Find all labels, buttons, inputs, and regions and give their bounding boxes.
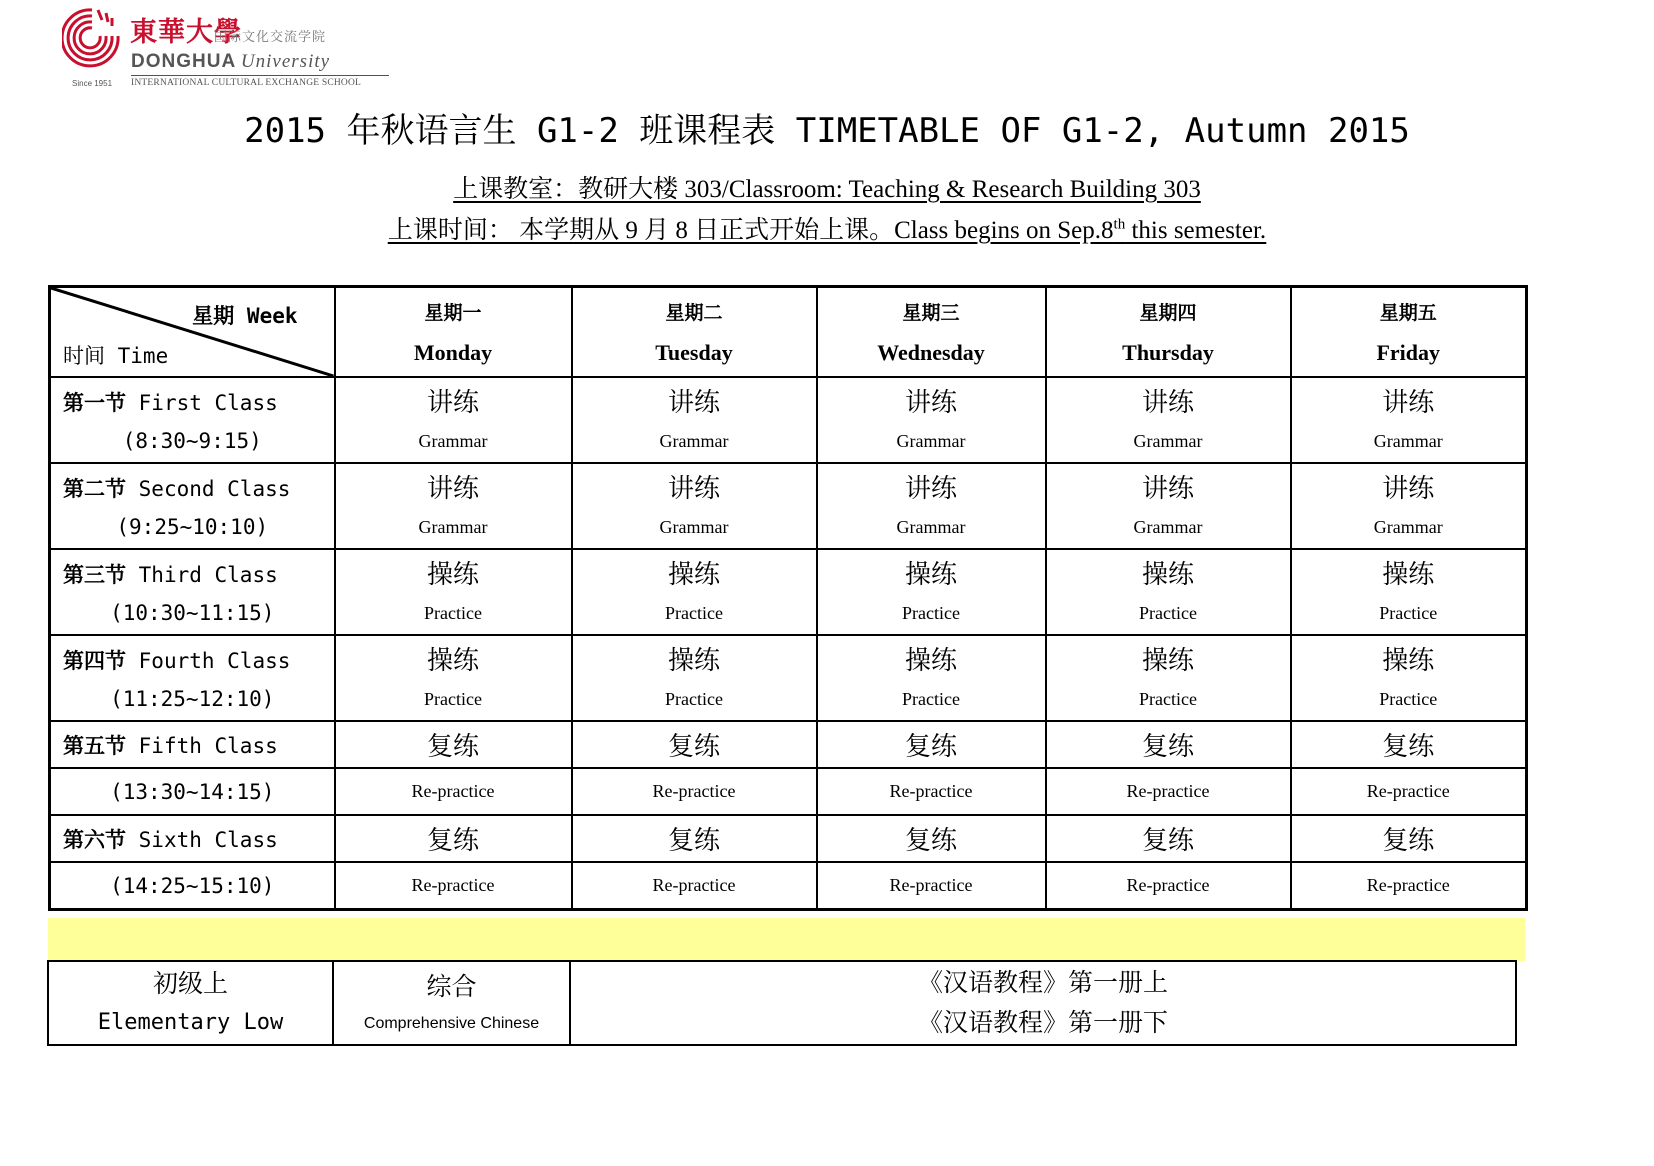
period-name-en: Sixth Class [138, 827, 278, 852]
course-name-en: Grammar [1373, 431, 1443, 451]
course-type-cn: 综合 [426, 972, 477, 1001]
class-time-prefix: 上课时间： 本学期从 9 月 8 日正式开始上课。Class begins on Sep.8 [387, 217, 1114, 244]
course-cell [335, 463, 572, 549]
course-name-cn: 操练 [667, 560, 720, 590]
course-name-cn: 复练 [817, 721, 1046, 768]
day-header-tuesday [572, 287, 817, 378]
level-cn: 初级上 [152, 969, 228, 998]
course-cell [1046, 377, 1291, 463]
course-name-cn: 复练 [335, 721, 572, 768]
period-name [51, 473, 334, 503]
course-name-cn: 操练 [1141, 646, 1194, 676]
period-name-en: First Class [138, 391, 278, 415]
course-name-cn: 操练 [904, 560, 957, 590]
course-cell [572, 463, 817, 549]
course-name-en: Practice [665, 603, 723, 623]
course-info-row [48, 961, 1516, 1045]
course-name-en: Practice [1379, 689, 1438, 709]
period-name-cn: 第二节 [63, 476, 126, 501]
classroom-info [0, 169, 1654, 205]
course-name-cn: 操练 [1382, 646, 1435, 676]
logo-name-en-bold: DONGHUA [131, 51, 237, 72]
course-name-en: Grammar [1133, 431, 1203, 451]
period-name-en: Third Class [138, 563, 278, 587]
period-name [51, 645, 334, 675]
course-cell [817, 549, 1046, 635]
textbook-volume-1: 《汉语教程》第一册上 [917, 968, 1168, 997]
period-name [51, 387, 334, 417]
course-name-en: Re-practice [572, 768, 817, 815]
course-name-en: Practice [1139, 603, 1197, 623]
course-name-en: Re-practice [1046, 862, 1291, 910]
course-name-en: Re-practice [1291, 862, 1527, 910]
highlight-band [48, 918, 1525, 961]
course-cell [1046, 549, 1291, 635]
day-cn: 星期二 [665, 302, 723, 324]
period-name-cn: 第一节 [63, 390, 126, 415]
course-name-cn: 讲练 [1382, 388, 1435, 418]
course-name-cn: 复练 [572, 721, 817, 768]
page-title: 2015 年秋语言生 G1-2 班课程表 TIMETABLE OF G1-2, Autumn 2015 [244, 111, 1410, 151]
course-name-cn: 讲练 [1141, 474, 1194, 504]
period-label-cell [50, 815, 335, 862]
course-name-cn: 复练 [1291, 815, 1527, 862]
class-time-superscript: th [1113, 216, 1126, 233]
course-name-cn: 复练 [335, 815, 572, 862]
course-cell [572, 635, 817, 721]
period-name-en: Second Class [138, 477, 291, 501]
course-cell [1291, 549, 1527, 635]
course-name-cn: 操练 [1141, 560, 1194, 590]
course-name-en: Re-practice [572, 862, 817, 910]
timetable [48, 285, 1528, 911]
logo-name-en-italic: University [240, 51, 331, 72]
class-time-info-text [388, 217, 1266, 244]
level-en: Elementary Low [97, 1010, 284, 1035]
course-name-cn: 讲练 [667, 474, 720, 504]
classroom-info-text: 上课教室：教研大楼 303/Classroom: Teaching & Research Building 303 [453, 176, 1201, 203]
donghua-logo [62, 6, 362, 90]
corner-cell [50, 287, 335, 378]
course-cell [1046, 635, 1291, 721]
day-en: Wednesday [877, 340, 985, 365]
course-name-en: Practice [1379, 603, 1438, 623]
period-time: (10:30~11:15) [110, 601, 275, 625]
logo-divider [131, 75, 389, 76]
day-cn: 星期五 [1379, 302, 1437, 324]
course-name-cn: 讲练 [426, 388, 479, 418]
course-name-cn: 复练 [817, 815, 1046, 862]
course-name-cn: 讲练 [904, 474, 957, 504]
day-en: Monday [413, 340, 493, 365]
course-cell [817, 377, 1046, 463]
course-cell [817, 635, 1046, 721]
course-name-en: Re-practice [817, 768, 1046, 815]
period-name [51, 559, 334, 589]
period-label-cell [50, 549, 335, 635]
course-name-en: Re-practice [817, 862, 1046, 910]
class-time-info [0, 210, 1654, 246]
course-info-table [47, 960, 1517, 1046]
course-name-cn: 操练 [1382, 560, 1435, 590]
course-cell [572, 549, 817, 635]
period-name-cn: 第三节 [63, 562, 126, 587]
timetable-header-row [50, 287, 1527, 378]
period-time: (8:30~9:15) [122, 429, 262, 453]
course-name-en: Practice [424, 603, 482, 623]
course-name-en: Practice [665, 689, 723, 709]
course-name-cn: 讲练 [904, 388, 957, 418]
day-cn: 星期一 [424, 302, 482, 324]
timetable-body-afternoon [50, 721, 1527, 910]
day-header-monday [335, 287, 572, 378]
period-time: (9:25~10:10) [116, 515, 269, 539]
course-cell [817, 463, 1046, 549]
logo-emblem-icon [62, 6, 124, 78]
period-row [50, 635, 1527, 721]
period-name-cn: 第六节 [63, 826, 126, 852]
course-name-cn: 讲练 [426, 474, 479, 504]
period-label-cell [50, 721, 335, 768]
period-row [50, 463, 1527, 549]
course-name-en: Grammar [418, 517, 488, 537]
logo-name-cn: 東華大學 [130, 17, 242, 48]
period-row-top [50, 815, 1527, 862]
course-type-cell [333, 961, 570, 1045]
day-header-thursday [1046, 287, 1291, 378]
period-time: (14:25~15:10) [50, 862, 335, 910]
course-name-en: Grammar [1373, 517, 1443, 537]
level-cell [48, 961, 333, 1045]
course-name-en: Re-practice [1046, 768, 1291, 815]
course-name-en: Re-practice [335, 768, 572, 815]
course-name-cn: 复练 [1046, 815, 1291, 862]
course-name-en: Grammar [659, 431, 729, 451]
course-name-en: Grammar [418, 431, 488, 451]
period-name-cn: 第五节 [63, 732, 126, 758]
period-name-cn: 第四节 [63, 648, 126, 673]
course-type-en: Comprehensive Chinese [363, 1015, 540, 1032]
course-cell [1046, 463, 1291, 549]
course-name-en: Practice [902, 603, 960, 623]
period-row-top [50, 721, 1527, 768]
period-row-bottom [50, 768, 1527, 815]
course-name-en: Grammar [896, 517, 966, 537]
period-row [50, 377, 1527, 463]
textbook-volume-2: 《汉语教程》第一册下 [917, 1008, 1168, 1037]
course-name-en: Practice [902, 689, 960, 709]
course-name-cn: 复练 [572, 815, 817, 862]
day-en: Friday [1376, 340, 1441, 365]
period-label-cell [50, 377, 335, 463]
course-name-cn: 复练 [1291, 721, 1527, 768]
course-cell [572, 377, 817, 463]
period-time: (11:25~12:10) [110, 687, 275, 711]
period-label-cell [50, 635, 335, 721]
course-cell [335, 549, 572, 635]
course-cell [1291, 463, 1527, 549]
logo-school-en: INTERNATIONAL CULTURAL EXCHANGE SCHOOL [131, 78, 362, 88]
corner-week-label: 星期 Week [192, 304, 298, 328]
course-name-cn: 讲练 [1382, 474, 1435, 504]
course-cell [1291, 377, 1527, 463]
course-name-cn: 操练 [426, 560, 479, 590]
course-name-cn: 讲练 [1141, 388, 1194, 418]
course-name-en: Grammar [896, 431, 966, 451]
period-time: (13:30~14:15) [50, 768, 335, 815]
course-name-en: Practice [424, 689, 482, 709]
corner-time-label: 时间 Time [63, 344, 169, 368]
course-name-cn: 复练 [1046, 721, 1291, 768]
course-cell [335, 635, 572, 721]
day-cn: 星期四 [1139, 302, 1197, 324]
logo-name-en [131, 51, 330, 73]
timetable-body [50, 377, 1527, 721]
course-name-cn: 讲练 [667, 388, 720, 418]
day-cn: 星期三 [902, 302, 960, 324]
class-time-suffix: this semester. [1125, 217, 1267, 244]
course-name-cn: 操练 [426, 646, 479, 676]
course-name-cn: 操练 [904, 646, 957, 676]
period-row [50, 549, 1527, 635]
day-en: Thursday [1122, 340, 1214, 365]
logo-since: Since 1951 [72, 79, 113, 88]
period-name-en: Fourth Class [138, 649, 291, 673]
course-cell [1291, 635, 1527, 721]
course-cell [335, 377, 572, 463]
period-name-en: Fifth Class [138, 733, 278, 758]
course-name-en: Grammar [1133, 517, 1203, 537]
course-name-en: Practice [1139, 689, 1197, 709]
textbook-cell [570, 961, 1516, 1045]
course-name-en: Re-practice [1291, 768, 1527, 815]
course-name-cn: 操练 [667, 646, 720, 676]
period-row-bottom [50, 862, 1527, 910]
course-name-en: Re-practice [335, 862, 572, 910]
day-header-wednesday [817, 287, 1046, 378]
period-label-cell [50, 463, 335, 549]
course-name-en: Grammar [659, 517, 729, 537]
day-en: Tuesday [655, 340, 733, 365]
day-header-friday [1291, 287, 1527, 378]
logo-school-cn: 国际文化交流学院 [214, 30, 327, 45]
